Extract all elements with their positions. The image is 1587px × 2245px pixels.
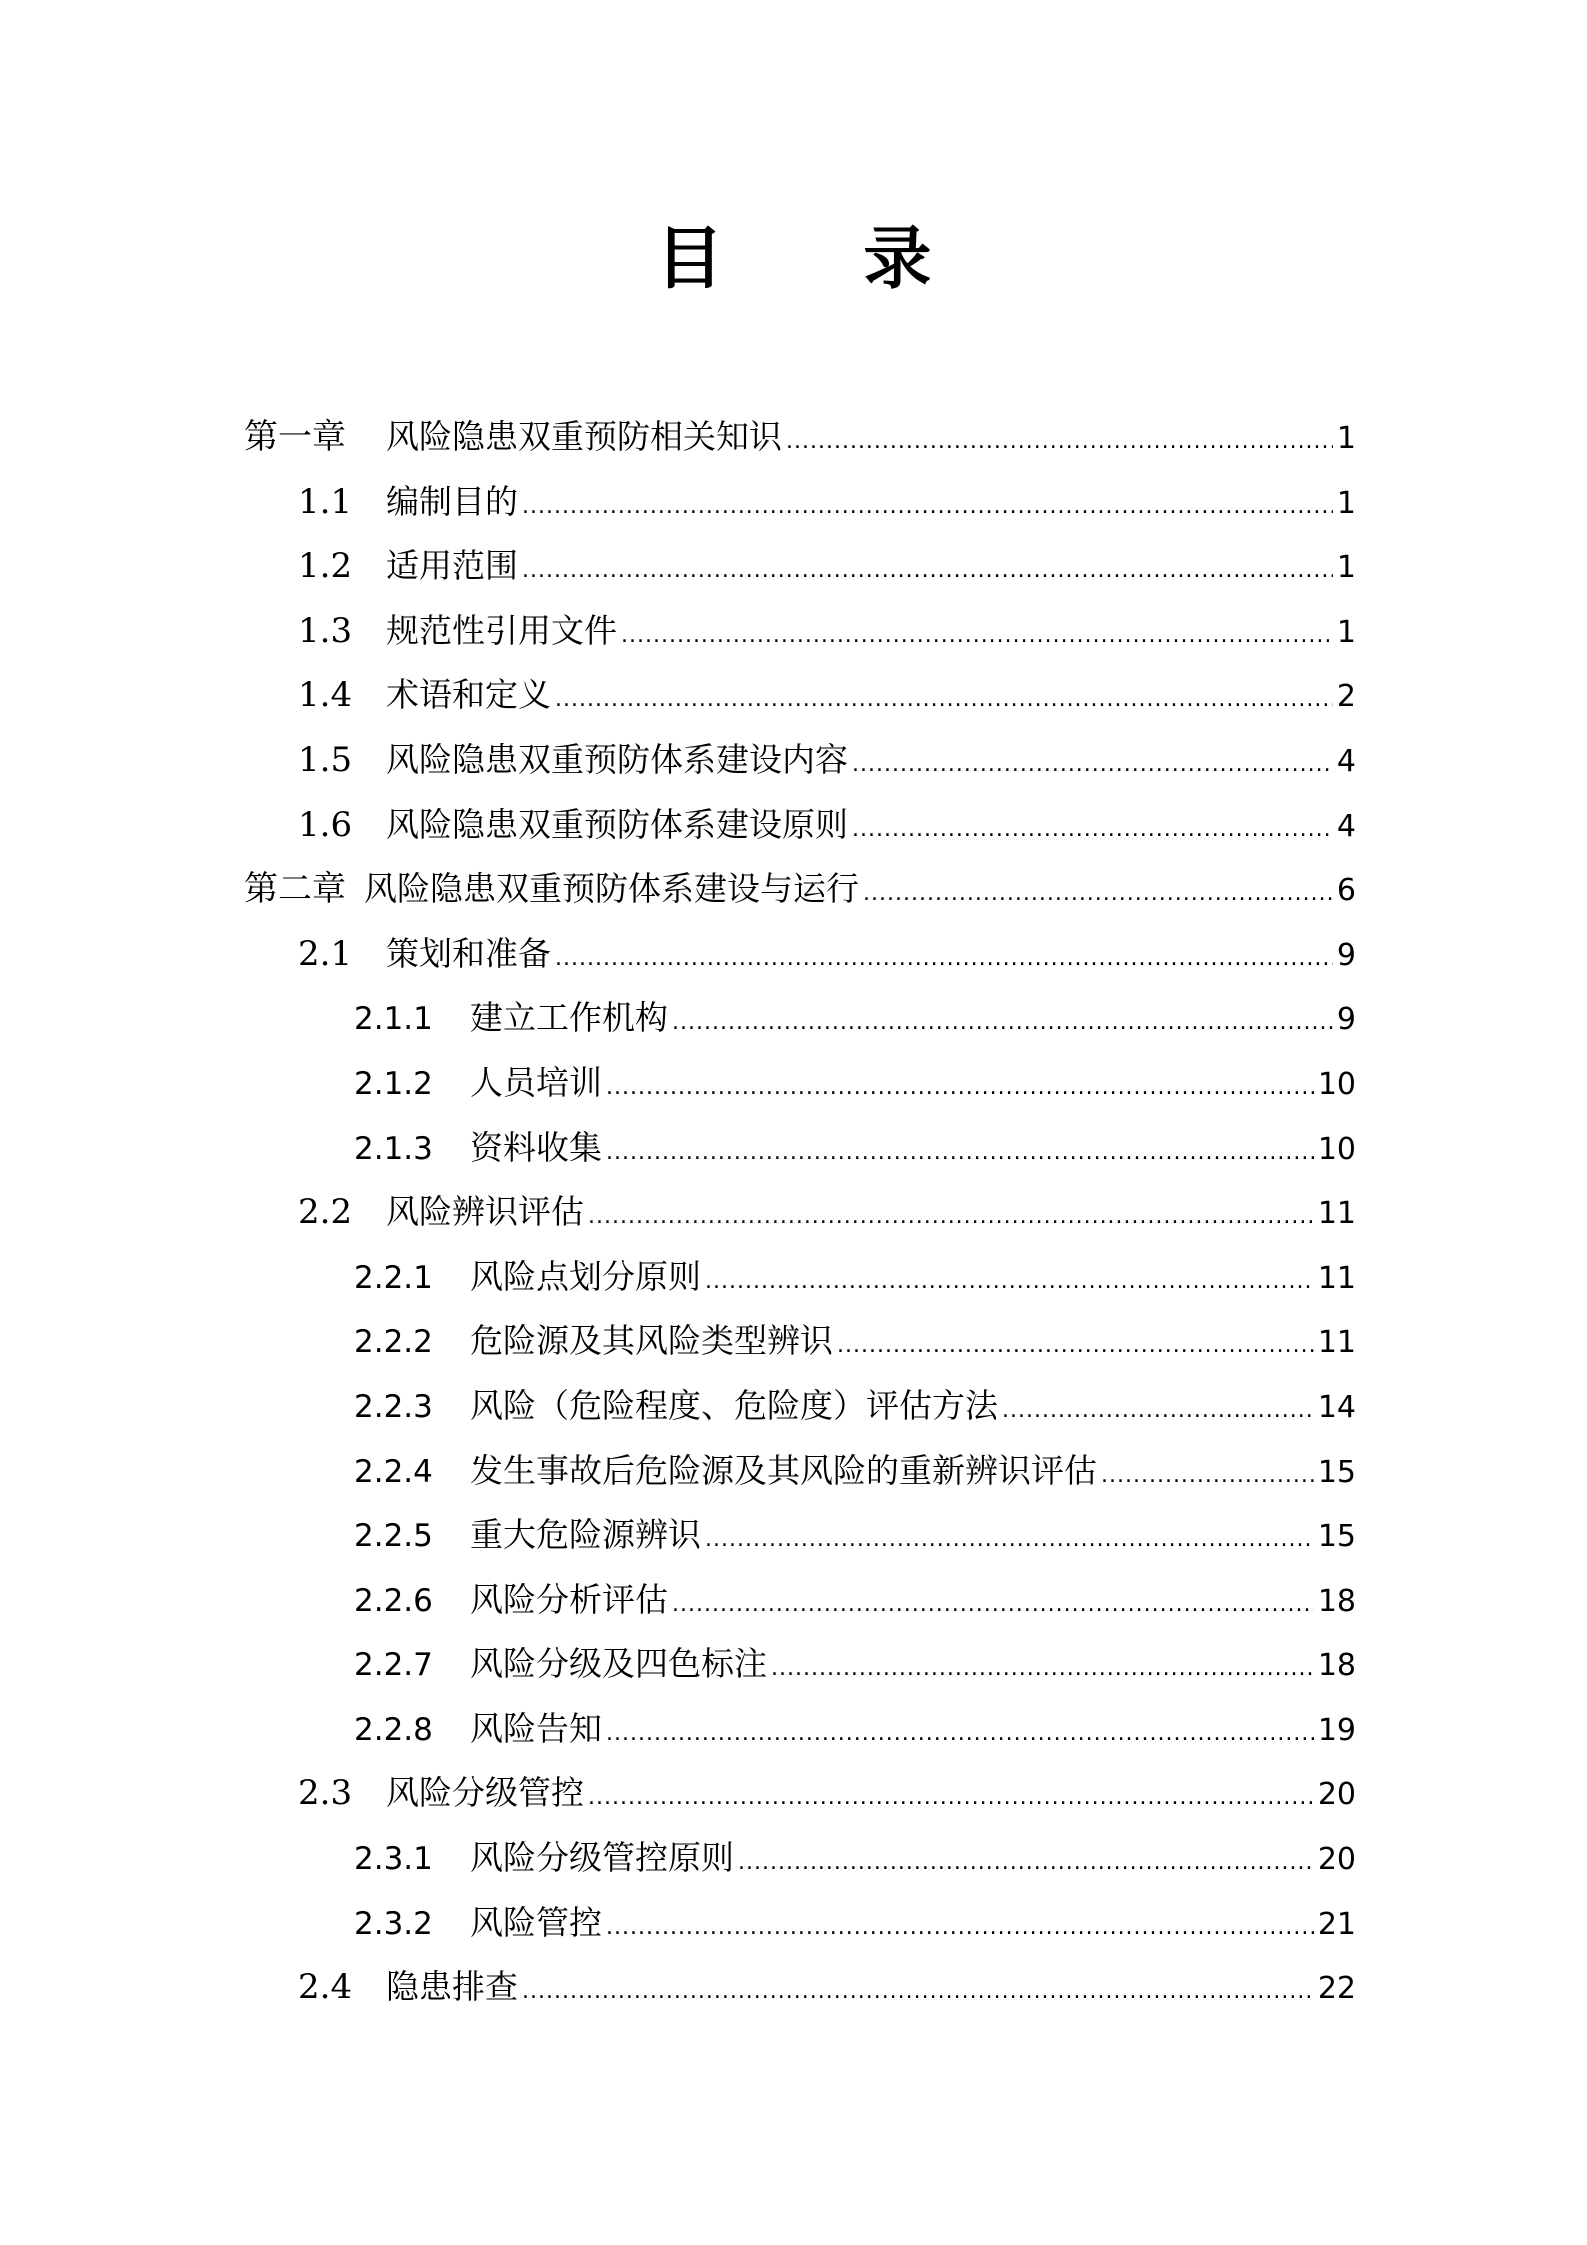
toc-entry-2-2-2[interactable]	[244, 1309, 1356, 1374]
toc-entry-label: 风险隐患双重预防体系建设原则	[386, 804, 848, 844]
toc-dot-leader	[705, 1508, 1314, 1573]
toc-dot-leader	[588, 1766, 1314, 1831]
toc-entry-number: 2.2	[298, 1192, 353, 1233]
toc-dot-leader	[555, 668, 1333, 733]
toc-entry-number: 2.1	[298, 933, 353, 974]
toc-dot-leader	[863, 862, 1333, 927]
toc-entry-2-1[interactable]	[244, 922, 1356, 987]
toc-entry-page: 15	[1317, 1454, 1356, 1490]
toc-entry-label: 重大危险源辨识	[470, 1515, 701, 1555]
toc-dot-leader	[555, 927, 1333, 992]
toc-entry-2-2-6[interactable]	[244, 1568, 1356, 1633]
toc-entry-label: 风险告知	[470, 1708, 602, 1748]
toc-entry-label: 风险隐患双重预防相关知识	[386, 417, 782, 456]
toc-entry-label: 风险点划分原则	[470, 1256, 701, 1296]
toc-entry-page: 11	[1317, 1260, 1356, 1296]
toc-entry-label: 风险分级管控原则	[470, 1838, 734, 1878]
toc-entry-1-2[interactable]	[244, 534, 1356, 599]
toc-entry-label: 风险分级及四色标注	[470, 1644, 767, 1684]
toc-entry-number: 1.3	[298, 610, 353, 651]
toc-entry-label: 规范性引用文件	[386, 610, 617, 650]
toc-entry-number: 1.5	[298, 739, 353, 780]
toc-dot-leader	[606, 1896, 1314, 1961]
toc-entry-label: 风险管控	[470, 1902, 602, 1942]
toc-entry-page: 11	[1317, 1196, 1356, 1232]
toc-entry-number: 2.2.4	[354, 1453, 433, 1490]
toc-entry-page: 2	[1336, 679, 1356, 715]
toc-entry-number: 2.1.1	[354, 1001, 433, 1038]
toc-entry-label: 风险辨识评估	[386, 1192, 584, 1232]
toc-entry-chapter-2[interactable]	[244, 857, 1356, 922]
toc-dot-leader	[738, 1831, 1314, 1896]
toc-entry-2-3-1[interactable]	[244, 1826, 1356, 1891]
toc-entry-page: 11	[1317, 1325, 1356, 1361]
toc-entry-2-1-2[interactable]	[244, 1051, 1356, 1116]
toc-entry-number: 2.3.2	[354, 1905, 433, 1942]
toc-entry-page: 9	[1336, 937, 1356, 973]
toc-entry-number: 2.2.8	[354, 1711, 433, 1748]
toc-dot-leader	[606, 1702, 1314, 1767]
toc-entry-1-6[interactable]	[244, 793, 1356, 858]
toc-entry-page: 6	[1336, 873, 1356, 909]
toc-entry-2-2-8[interactable]	[244, 1697, 1356, 1762]
toc-entry-page: 21	[1317, 1906, 1356, 1942]
toc-entry-2-3-2[interactable]	[244, 1891, 1356, 1956]
toc-entry-number: 第二章	[244, 869, 346, 910]
toc-entry-label: 适用范围	[386, 546, 518, 586]
toc-entry-page: 22	[1317, 1971, 1356, 2007]
toc-entry-number: 1.1	[298, 481, 353, 522]
page-title: 目 录	[655, 220, 990, 299]
toc-entry-page: 18	[1317, 1583, 1356, 1619]
toc-entry-page: 9	[1336, 1002, 1356, 1038]
toc-entry-label: 隐患排查	[386, 1967, 518, 2007]
toc-entry-label: 人员培训	[470, 1062, 602, 1102]
toc-dot-leader	[852, 733, 1333, 798]
toc-dot-leader	[771, 1637, 1314, 1702]
toc-entry-page: 10	[1317, 1066, 1356, 1102]
toc-entry-2-1-1[interactable]	[244, 986, 1356, 1051]
toc-entry-chapter-1[interactable]	[244, 405, 1356, 470]
toc-entry-page: 1	[1336, 485, 1356, 521]
toc-entry-label: 风险分级管控	[386, 1773, 584, 1813]
toc-entry-page: 1	[1336, 614, 1356, 650]
toc-entry-number: 1.6	[298, 804, 353, 845]
toc-dot-leader	[1101, 1444, 1314, 1509]
toc-entry-number: 2.3.1	[354, 1841, 433, 1878]
toc-entry-page: 15	[1317, 1519, 1356, 1555]
toc-entry-2-2-4[interactable]	[244, 1439, 1356, 1504]
toc-entry-number: 2.2.7	[354, 1647, 433, 1684]
toc-entry-2-4[interactable]	[244, 1955, 1356, 2020]
toc-entry-page: 14	[1317, 1389, 1356, 1425]
toc-entry-label: 风险分析评估	[470, 1579, 668, 1619]
toc-entry-label: 发生事故后危险源及其风险的重新辨识评估	[470, 1450, 1097, 1490]
toc-entry-page: 4	[1336, 808, 1356, 844]
toc-dot-leader	[1002, 1379, 1314, 1444]
toc-dot-leader	[522, 475, 1333, 540]
toc-entry-label: 资料收集	[470, 1127, 602, 1167]
toc-entry-label: 风险（危险程度、危险度）评估方法	[470, 1385, 998, 1425]
toc-entry-2-2-3[interactable]	[244, 1374, 1356, 1439]
toc-entry-number: 1.4	[298, 675, 353, 716]
toc-entry-2-1-3[interactable]	[244, 1116, 1356, 1181]
toc-entry-label: 建立工作机构	[470, 998, 668, 1038]
toc-entry-number: 2.2.5	[354, 1518, 433, 1555]
toc-entry-number: 2.1.3	[354, 1130, 433, 1167]
toc-entry-label: 危险源及其风险类型辨识	[470, 1321, 833, 1361]
toc-entry-page: 20	[1317, 1777, 1356, 1813]
toc-dot-leader	[522, 539, 1333, 604]
toc-entry-page: 1	[1336, 550, 1356, 586]
toc-entry-page: 10	[1317, 1131, 1356, 1167]
table-of-contents	[244, 405, 1356, 2020]
toc-entry-2-3[interactable]	[244, 1761, 1356, 1826]
toc-entry-page: 18	[1317, 1648, 1356, 1684]
toc-entry-number: 2.2.6	[354, 1582, 433, 1619]
toc-entry-number: 2.3	[298, 1773, 353, 1814]
toc-entry-page: 20	[1317, 1842, 1356, 1878]
toc-entry-1-5[interactable]	[244, 728, 1356, 793]
toc-entry-1-1[interactable]	[244, 470, 1356, 535]
toc-entry-1-4[interactable]	[244, 663, 1356, 728]
toc-entry-2-2[interactable]	[244, 1180, 1356, 1245]
toc-entry-page: 4	[1336, 743, 1356, 779]
toc-entry-2-2-5[interactable]	[244, 1503, 1356, 1568]
toc-entry-label: 风险隐患双重预防体系建设与运行	[364, 869, 859, 909]
toc-entry-page: 19	[1317, 1712, 1356, 1748]
toc-entry-1-3[interactable]	[244, 599, 1356, 664]
toc-dot-leader	[672, 1573, 1314, 1638]
toc-dot-leader	[705, 1250, 1314, 1315]
toc-entry-number: 1.2	[298, 546, 353, 587]
toc-entry-number: 2.2.2	[354, 1324, 433, 1361]
toc-entry-label: 策划和准备	[386, 933, 551, 973]
toc-dot-leader	[606, 1056, 1314, 1121]
toc-entry-number: 2.1.2	[354, 1065, 433, 1102]
toc-dot-leader	[621, 604, 1333, 669]
toc-dot-leader	[588, 1185, 1314, 1250]
toc-dot-leader	[522, 1960, 1314, 2025]
toc-entry-number: 2.2.3	[354, 1388, 433, 1425]
toc-dot-leader	[786, 410, 1333, 475]
toc-dot-leader	[672, 991, 1333, 1056]
toc-entry-number: 2.2.1	[354, 1259, 433, 1296]
toc-entry-number: 第一章	[244, 417, 346, 457]
toc-entry-label: 术语和定义	[386, 675, 551, 715]
toc-entry-label: 编制目的	[386, 481, 518, 521]
toc-dot-leader	[852, 798, 1333, 863]
toc-entry-label: 风险隐患双重预防体系建设内容	[386, 739, 848, 779]
toc-entry-page: 1	[1336, 421, 1356, 456]
toc-entry-number: 2.4	[298, 1967, 353, 2008]
toc-entry-2-2-1[interactable]	[244, 1245, 1356, 1310]
toc-entry-2-2-7[interactable]	[244, 1632, 1356, 1697]
toc-dot-leader	[837, 1314, 1314, 1379]
toc-dot-leader	[606, 1121, 1314, 1186]
